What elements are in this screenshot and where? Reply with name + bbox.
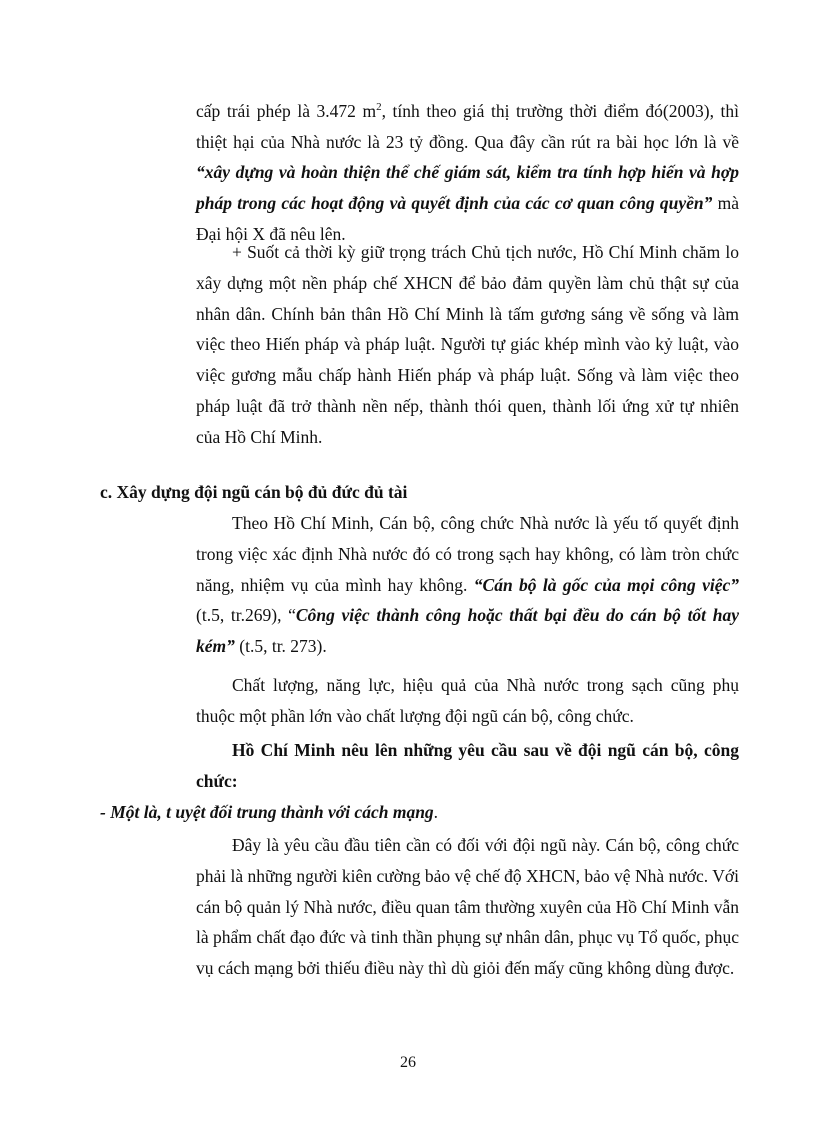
text-run: (t.5, tr. 273). [234,636,327,657]
paragraph-loyalty: Đây là yêu cầu đầu tiên cần có đối với đội ngũ này. Cán bộ, công chức phải là những người kiên cường bảo vệ chế độ XHCN, bảo vệ Nhà nước. Với cán bộ quản lý Nhà nước, điều quan tâm thường xuyên của Hồ Chí Minh vẫn là phẩm chất đạo đức và tinh thần phụng sự nhân dân, phục vụ Tổ quốc, phục vụ cách mạng bởi thiếu điều này thì dù giỏi đến mấy cũng không dùng được. [196,835,739,979]
text-run: mà Đại hội X đã nêu lên. [196,193,739,245]
congress-quote: “xây dựng và hoàn thiện thể chế giám sát, kiểm tra tính hợp hiến và hợp pháp trong các hoạt động và quyết định của các cơ quan công quyền” [196,162,739,214]
text-run: (t.5, tr.269), “ [196,605,296,626]
paragraph-quality: Chất lượng, năng lực, hiệu quả của Nhà nước trong sạch cũng phụ thuộc một phần lớn vào chất lượng đội ngũ cán bộ, công chức. [196,675,739,726]
text-run: , tính theo giá thị trường thời điểm đó(2003), thì thiệt hại của Nhà nước là 23 tỷ đồng. Qua đây cần rút ra bài học lớn là về [196,100,739,152]
section-heading-c: c. Xây dựng đội ngũ cán bộ đủ đức đủ tài [100,482,408,502]
quote-cadre-root: “Cán bộ là gốc của mọi công việc” [473,574,739,595]
paragraph-requirements: Hồ Chí Minh nêu lên những yêu cầu sau về đội ngũ cán bộ, công chức: [196,740,739,791]
page-number: 26 [400,1054,416,1071]
requirement-one [100,797,438,828]
paragraph-cadre-role [196,508,739,662]
paragraph-land-damage [196,92,739,250]
requirement-one-text: - Một là, t uyệt đối trung thành với cách mạng [100,802,434,822]
superscript: 2 [376,101,382,113]
text-run: Theo Hồ Chí Minh, Cán bộ, công chức Nhà nước là yếu tố quyết định trong việc xác định Nhà nước đó có trong sạch hay không, có làm tròn chức năng, nhiệm vụ của mình hay không. [196,513,739,595]
paragraph-rule-of-law: + Suốt cả thời kỳ giữ trọng trách Chủ tịch nước, Hồ Chí Minh chăm lo xây dựng một nền pháp chế XHCN để bảo đảm quyền làm chủ thật sự của nhân dân. Chính bản thân Hồ Chí Minh là tấm gương sáng về sống và làm việc theo Hiến pháp và pháp luật. Người tự giác khép mình vào kỷ luật, vào việc gương mẫu chấp hành Hiến pháp và pháp luật. Sống và làm việc theo pháp luật đã trở thành nền nếp, thành thói quen, thành lối ứng xử tự nhiên của Hồ Chí Minh. [196,242,739,447]
quote-success-failure: Công việc thành công hoặc thất bại đều do cán bộ tốt hay kém” [196,605,739,657]
text-run: cấp trái phép là 3.472 m [196,100,377,121]
requirement-one-period: . [433,802,439,822]
